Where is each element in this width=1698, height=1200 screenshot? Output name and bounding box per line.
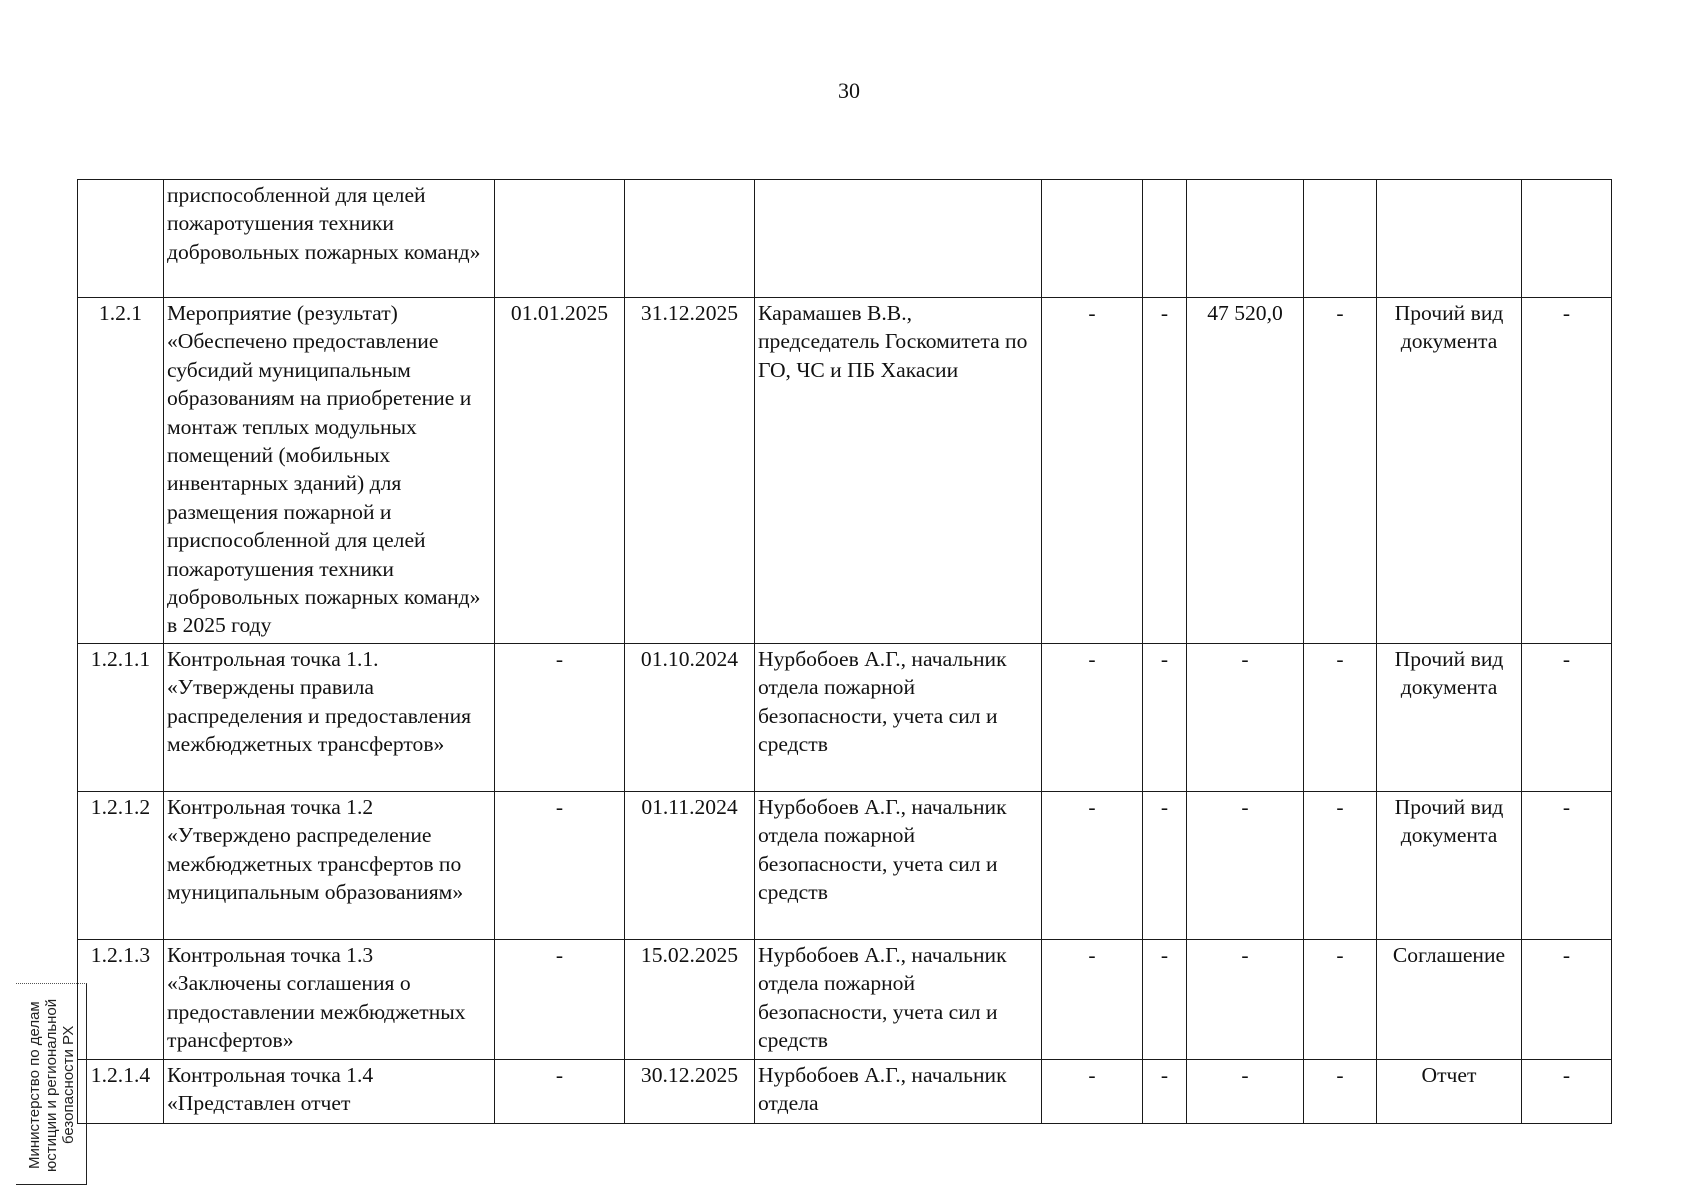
last-value: - (1522, 792, 1612, 940)
document-type (1377, 180, 1522, 298)
responsible: Карамашев В.В., председатель Госкомитета по ГО, ЧС и ПБ Хакасии (755, 298, 1042, 644)
end-date (625, 180, 755, 298)
page-number: 30 (838, 78, 860, 103)
last-value (1522, 180, 1612, 298)
value-4: - (1304, 792, 1377, 940)
row-number: 1.2.1.4 (78, 1060, 164, 1124)
document-type: Прочий вид документа (1377, 792, 1522, 940)
value-1: - (1042, 940, 1143, 1060)
responsible: Нурбобоев А.Г., начальник отдела пожарной безопасности, учета сил и средств (755, 644, 1042, 792)
value-3: - (1187, 1060, 1304, 1124)
value-2: - (1143, 644, 1187, 792)
value-1 (1042, 180, 1143, 298)
table-row (78, 792, 1612, 940)
value-3: - (1187, 644, 1304, 792)
value-4: - (1304, 298, 1377, 644)
value-1: - (1042, 792, 1143, 940)
start-date: - (495, 1060, 625, 1124)
event-name: Контрольная точка 1.4 «Представлен отчет (164, 1060, 495, 1124)
last-value: - (1522, 940, 1612, 1060)
value-2 (1143, 180, 1187, 298)
value-2: - (1143, 1060, 1187, 1124)
table-row (78, 180, 1612, 298)
row-number: 1.2.1.3 (78, 940, 164, 1060)
value-2: - (1143, 298, 1187, 644)
value-4: - (1304, 940, 1377, 1060)
end-date: 01.10.2024 (625, 644, 755, 792)
document-type: Прочий вид документа (1377, 298, 1522, 644)
stamp-text (26, 990, 86, 1180)
value-3: - (1187, 792, 1304, 940)
row-number: 1.2.1.2 (78, 792, 164, 940)
row-number: 1.2.1 (78, 298, 164, 644)
start-date (495, 180, 625, 298)
value-2: - (1143, 792, 1187, 940)
stamp-line: юстиции и региональной (43, 998, 60, 1172)
row-number: 1.2.1.1 (78, 644, 164, 792)
row-number (78, 180, 164, 298)
end-date: 30.12.2025 (625, 1060, 755, 1124)
responsible: Нурбобоев А.Г., начальник отдела пожарной безопасности, учета сил и средств (755, 792, 1042, 940)
value-1: - (1042, 1060, 1143, 1124)
event-name: Контрольная точка 1.3 «Заключены соглашения о предоставлении межбюджетных трансфертов» (164, 940, 495, 1060)
table-row (78, 1060, 1612, 1124)
value-2: - (1143, 940, 1187, 1060)
stamp-line: безопасности РХ (60, 1025, 77, 1145)
responsible: Нурбобоев А.Г., начальник отдела (755, 1060, 1042, 1124)
value-4 (1304, 180, 1377, 298)
end-date: 01.11.2024 (625, 792, 755, 940)
end-date: 15.02.2025 (625, 940, 755, 1060)
event-name: Мероприятие (результат) «Обеспечено предоставление субсидий муниципальным образованиям на приобретение и монтаж теплых модульных помещений (мобильных инвентарных зданий) для размещения пожарной и приспособленной для целей пожаротушения техники добровольных пожарных команд» в 2025 году (164, 298, 495, 644)
value-4: - (1304, 644, 1377, 792)
events-table (77, 179, 1612, 1124)
event-name: Контрольная точка 1.1. «Утверждены правила распределения и предоставления межбюджетных трансфертов» (164, 644, 495, 792)
event-name: приспособленной для целей пожаротушения техники добровольных пожарных команд» (164, 180, 495, 298)
last-value: - (1522, 298, 1612, 644)
table-row (78, 940, 1612, 1060)
start-date: - (495, 644, 625, 792)
table-row (78, 298, 1612, 644)
value-3 (1187, 180, 1304, 298)
responsible: Нурбобоев А.Г., начальник отдела пожарной безопасности, учета сил и средств (755, 940, 1042, 1060)
document-type: Соглашение (1377, 940, 1522, 1060)
last-value: - (1522, 644, 1612, 792)
last-value: - (1522, 1060, 1612, 1124)
event-name: Контрольная точка 1.2 «Утверждено распределение межбюджетных трансфертов по муниципальным образованиям» (164, 792, 495, 940)
start-date: - (495, 792, 625, 940)
stamp-line: Министерство по делам (26, 1001, 43, 1169)
value-1: - (1042, 644, 1143, 792)
value-4: - (1304, 1060, 1377, 1124)
end-date: 31.12.2025 (625, 298, 755, 644)
document-type: Прочий вид документа (1377, 644, 1522, 792)
table-row (78, 644, 1612, 792)
value-3: - (1187, 940, 1304, 1060)
value-1: - (1042, 298, 1143, 644)
start-date: 01.01.2025 (495, 298, 625, 644)
document-type: Отчет (1377, 1060, 1522, 1124)
value-3: 47 520,0 (1187, 298, 1304, 644)
responsible (755, 180, 1042, 298)
start-date: - (495, 940, 625, 1060)
